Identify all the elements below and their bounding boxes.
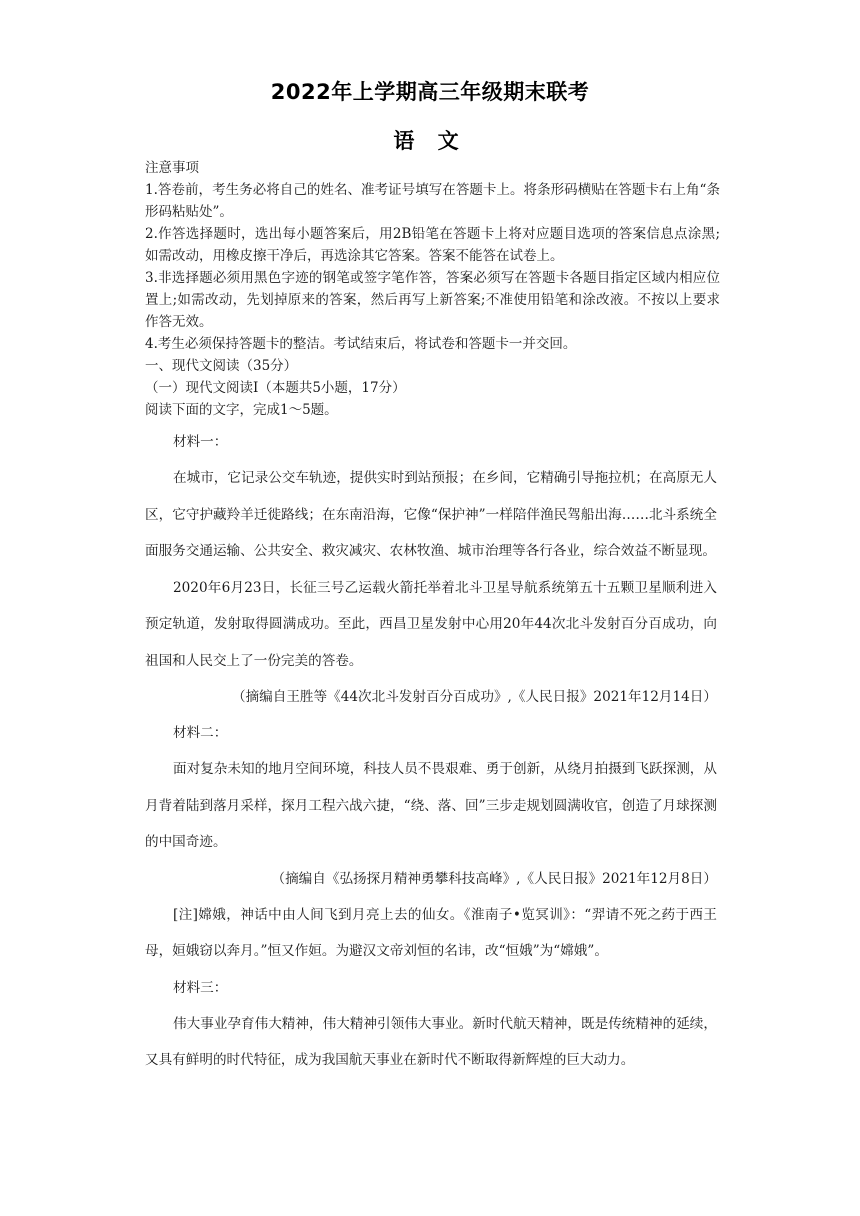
- material-two-label: 材料二：: [173, 725, 228, 741]
- material-two-paragraph-1: 面对复杂未知的地月空间环境，科技人员不畏艰难、勇于创新，从绕月拍摄到飞跃探测，从月背着陆到落月采样，探月工程六战六捷，“绕、落、回”三步走规划圆满收官，创造了月球探测的中国奇迹。: [145, 761, 717, 850]
- note-item: 4.考生必须保持答题卡的整洁。考试结束后，将试卷和答题卡一并交回。: [145, 336, 577, 352]
- material-one-paragraph-1: 在城市，它记录公交车轨迹，提供实时到站预报；在乡间，它精确引导拖拉机；在高原无人区，它守护藏羚羊迁徙路线；在东南沿海，它像“保护神”一样陪伴渔民驾船出海……北斗系统全面服务交通运输、公共安全、救灾减灾、农林牧渔、城市治理等各行各业，综合效益不断显现。: [145, 470, 717, 559]
- material-one-source: （摘编自王胜等《44次北斗发射百分百成功》,《人民日报》2021年12月14日）: [231, 689, 717, 705]
- section-instruction: 阅读下面的文字，完成1～5题。: [145, 402, 338, 418]
- exam-title: 2022年上学期高三年级期末联考: [270, 80, 590, 104]
- notes-section: [145, 157, 720, 421]
- section-subheading: （一）现代文阅读Ⅰ（本题共5小题，17分）: [145, 380, 406, 396]
- note-item: 1.答卷前，考生务必将自己的姓名、准考证号填写在答题卡上。将条形码横贴在答题卡右上角“条形码粘贴处”。: [145, 182, 720, 220]
- material-three-paragraph-1: 伟大事业孕育伟大精神，伟大精神引领伟大事业。新时代航天精神，既是传统精神的延续，又具有鲜明的时代特征，成为我国航天事业在新时代不断取得新辉煌的巨大动力。: [145, 1015, 717, 1068]
- material-one-label: 材料一：: [173, 434, 228, 450]
- material-one: [145, 424, 717, 1079]
- subject-title: 语 文: [393, 129, 467, 153]
- material-two-note: [注]嫦娥，神话中由人间飞到月亮上去的仙女。《淮南子•览冥训》：“羿请不死之药于西王母，姮娥窃以奔月。”恒又作姮。为避汉文帝刘恒的名讳，改“恒娥”为“嫦娥”。: [145, 906, 717, 959]
- material-two-source: （摘编自《弘扬探月精神勇攀科技高峰》,《人民日报》2021年12月8日）: [271, 870, 717, 887]
- material-one-paragraph-2: 2020年6月23日，长征三号乙运载火箭托举着北斗卫星导航系统第五十五颗卫星顺利进入预定轨道，发射取得圆满成功。至此，西昌卫星发射中心用20年44次北斗发射百分百成功，向祖国和人民交上了一份完美的答卷。: [145, 579, 717, 669]
- material-three-label: 材料三：: [173, 979, 228, 996]
- note-item: 3.非选择题必须用黑色字迹的钢笔或签字笔作答，答案必须写在答题卡各题目指定区域内相应位置上;如需改动，先划掉原来的答案，然后再写上新答案;不准使用铅笔和涂改液。不按以上要求作答无效。: [145, 270, 720, 330]
- note-item: 2.作答选择题时，选出每小题答案后，用2B铅笔在答题卡上将对应题目选项的答案信息点涂黑;如需改动，用橡皮擦干净后，再选涂其它答案。答案不能答在试卷上。: [145, 226, 720, 264]
- section-heading: 一、现代文阅读（35分）: [145, 358, 298, 374]
- notes-heading: 注意事项: [145, 160, 199, 176]
